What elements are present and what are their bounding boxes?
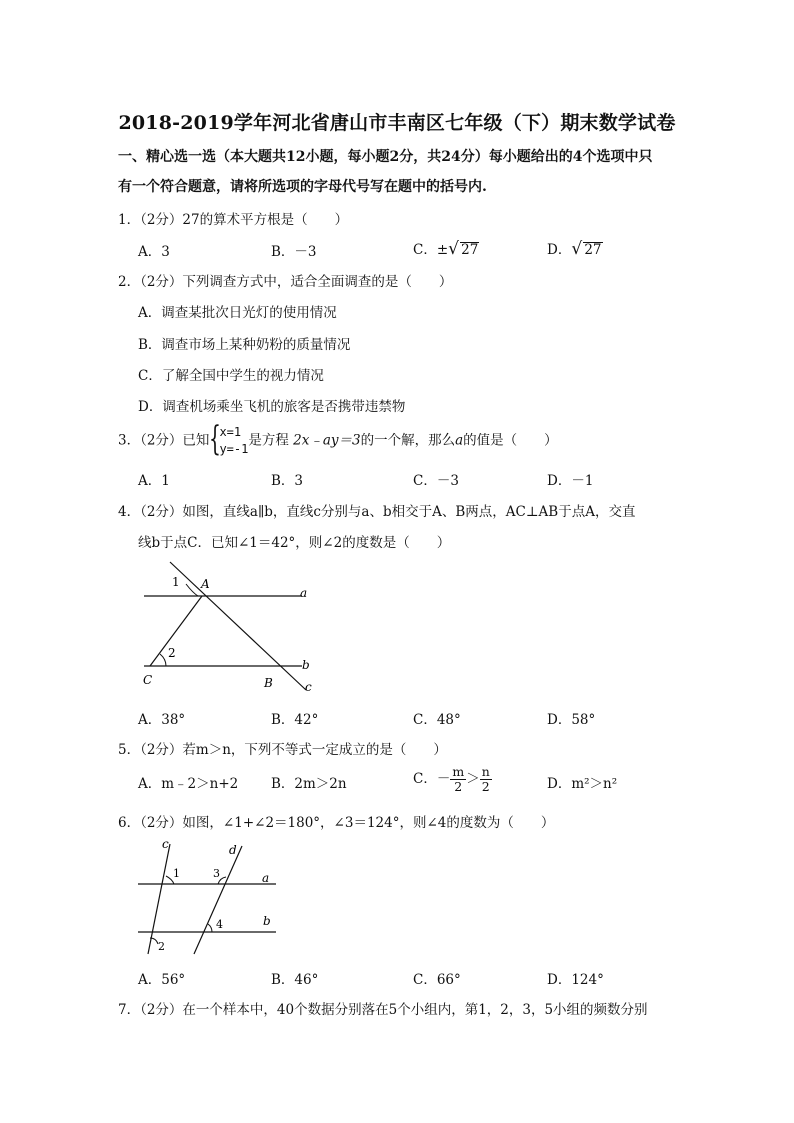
line-d xyxy=(194,846,242,954)
q3-prefix: 3．（2分）已知 xyxy=(118,432,210,449)
q1-option-d xyxy=(547,238,603,258)
q3-end: 的值是（ ） xyxy=(463,432,558,449)
q1-option-c xyxy=(413,238,479,258)
brace-icon: { xyxy=(209,419,222,459)
label-B: B xyxy=(264,676,273,690)
q1-option-d-prefix: D． xyxy=(547,242,572,258)
question-4-line2: 线b于点C．已知∠1＝42°，则∠2的度数是（ ） xyxy=(138,535,451,551)
question-1-stem: 1．（2分）27的算术平方根是（ ） xyxy=(118,212,349,228)
label-b: b xyxy=(302,658,310,672)
question-4-line1: 4．（2分）如图，直线a∥b，直线c分别与a、b相交于A、B两点，AC⊥AB于点A，交直 xyxy=(118,504,636,520)
label-2: 2 xyxy=(158,940,165,953)
question-3-stem xyxy=(118,419,558,459)
label-C: C xyxy=(143,673,153,687)
fraction xyxy=(450,765,466,794)
q4-option-d: D．58° xyxy=(547,712,596,728)
angle-1-arc xyxy=(186,584,198,596)
label-1: 1 xyxy=(173,867,180,880)
q6-figure xyxy=(130,832,290,960)
q4-option-c: C．48° xyxy=(413,712,461,728)
q3-variable: a xyxy=(455,432,464,449)
q5-c-numerator-2: n xyxy=(481,764,490,779)
question-2-stem: 2．（2分）下列调查方式中，适合全面调查的是（ ） xyxy=(118,274,453,290)
q1-option-b: B．－3 xyxy=(271,244,317,260)
question-6-stem: 6．（2分）如图，∠1+∠2＝180°，∠3＝124°，则∠4的度数为（ ） xyxy=(118,815,555,831)
q3-option-b: B．3 xyxy=(271,473,304,489)
line-c xyxy=(170,562,306,690)
q4-option-a: A．38° xyxy=(138,712,186,728)
question-5-stem: 5．（2分）若m＞n，下列不等式一定成立的是（ ） xyxy=(118,742,447,758)
label-c: c xyxy=(305,680,312,694)
q5-option-a: A．m﹣2＞n+2 xyxy=(138,776,239,792)
q3-mid: 是方程 xyxy=(248,432,289,449)
q6-option-b: B．46° xyxy=(271,972,319,988)
label-a: a xyxy=(262,871,270,885)
label-b: b xyxy=(263,914,271,928)
angle-2-arc xyxy=(160,654,166,666)
q3-option-a: A．1 xyxy=(138,473,170,489)
q6-option-a: A．56° xyxy=(138,972,186,988)
q1-option-d-radicand: 27 xyxy=(584,242,602,258)
q5-option-c xyxy=(413,765,492,794)
label-a: a xyxy=(300,586,308,600)
section-heading-line2: 有一个符合题意，请将所选项的字母代号写在题中的括号内. xyxy=(118,179,487,195)
label-4: 4 xyxy=(216,918,223,931)
q2-option-b: B．调查市场上某种奶粉的质量情况 xyxy=(138,337,351,353)
page-title: 2018-2019学年河北省唐山市丰南区七年级（下）期末数学试卷 xyxy=(118,112,676,134)
sqrt-symbol: √ 27 xyxy=(448,239,479,259)
equation-system xyxy=(209,419,249,459)
q3-suffix: 的一个解，那么 xyxy=(360,432,456,449)
label-1: 1 xyxy=(172,575,180,589)
label-2: 2 xyxy=(168,646,176,660)
fraction xyxy=(480,765,492,794)
q6-option-d: D．124° xyxy=(547,972,604,988)
q5-option-b: B．2m＞2n xyxy=(271,776,347,792)
question-7-stem: 7．（2分）在一个样本中，40个数据分别落在5个小组内，第1，2，3，5小组的频数分别 xyxy=(118,1002,648,1018)
q1-option-c-radicand: 27 xyxy=(461,242,479,258)
label-d: d xyxy=(229,843,237,857)
q1-option-a: A．3 xyxy=(138,244,170,260)
q3-option-d: D．－1 xyxy=(547,473,594,489)
line-c xyxy=(148,844,170,954)
q2-option-d: D．调查机场乘坐飞机的旅客是否携带违禁物 xyxy=(138,399,406,415)
q3-equation: 2x﹣ay＝3 xyxy=(293,432,361,449)
sqrt-symbol: √ 27 xyxy=(571,239,602,259)
q5-option-c-prefix: C．－ xyxy=(413,771,451,787)
q5-option-d: D．m²＞n² xyxy=(547,776,618,792)
q5-option-c-gt: ＞ xyxy=(466,771,480,787)
q6-option-c: C．66° xyxy=(413,972,461,988)
q4-figure xyxy=(130,556,330,698)
q5-c-denominator-2: 2 xyxy=(481,779,490,794)
label-c: c xyxy=(162,837,169,851)
segment-ac xyxy=(150,596,202,666)
q3-option-c: C．－3 xyxy=(413,473,459,489)
label-A: A xyxy=(201,577,210,591)
q4-option-b: B．42° xyxy=(271,712,319,728)
q3-system-eq1: x=1 xyxy=(219,425,242,439)
q2-option-c: C．了解全国中学生的视力情况 xyxy=(138,368,324,384)
q5-c-denominator-1: 2 xyxy=(454,779,463,794)
section-heading-line1: 一、精心选一选（本大题共12小题，每小题2分，共24分）每小题给出的4个选项中只 xyxy=(118,149,653,165)
angle-4-arc xyxy=(208,924,212,932)
q1-option-c-prefix: C．± xyxy=(413,242,449,258)
q2-option-a: A．调查某批次日光灯的使用情况 xyxy=(138,305,337,321)
q3-system-eq2: y=-1 xyxy=(219,442,249,456)
label-3: 3 xyxy=(213,867,220,880)
q5-c-numerator-1: m xyxy=(452,764,465,779)
